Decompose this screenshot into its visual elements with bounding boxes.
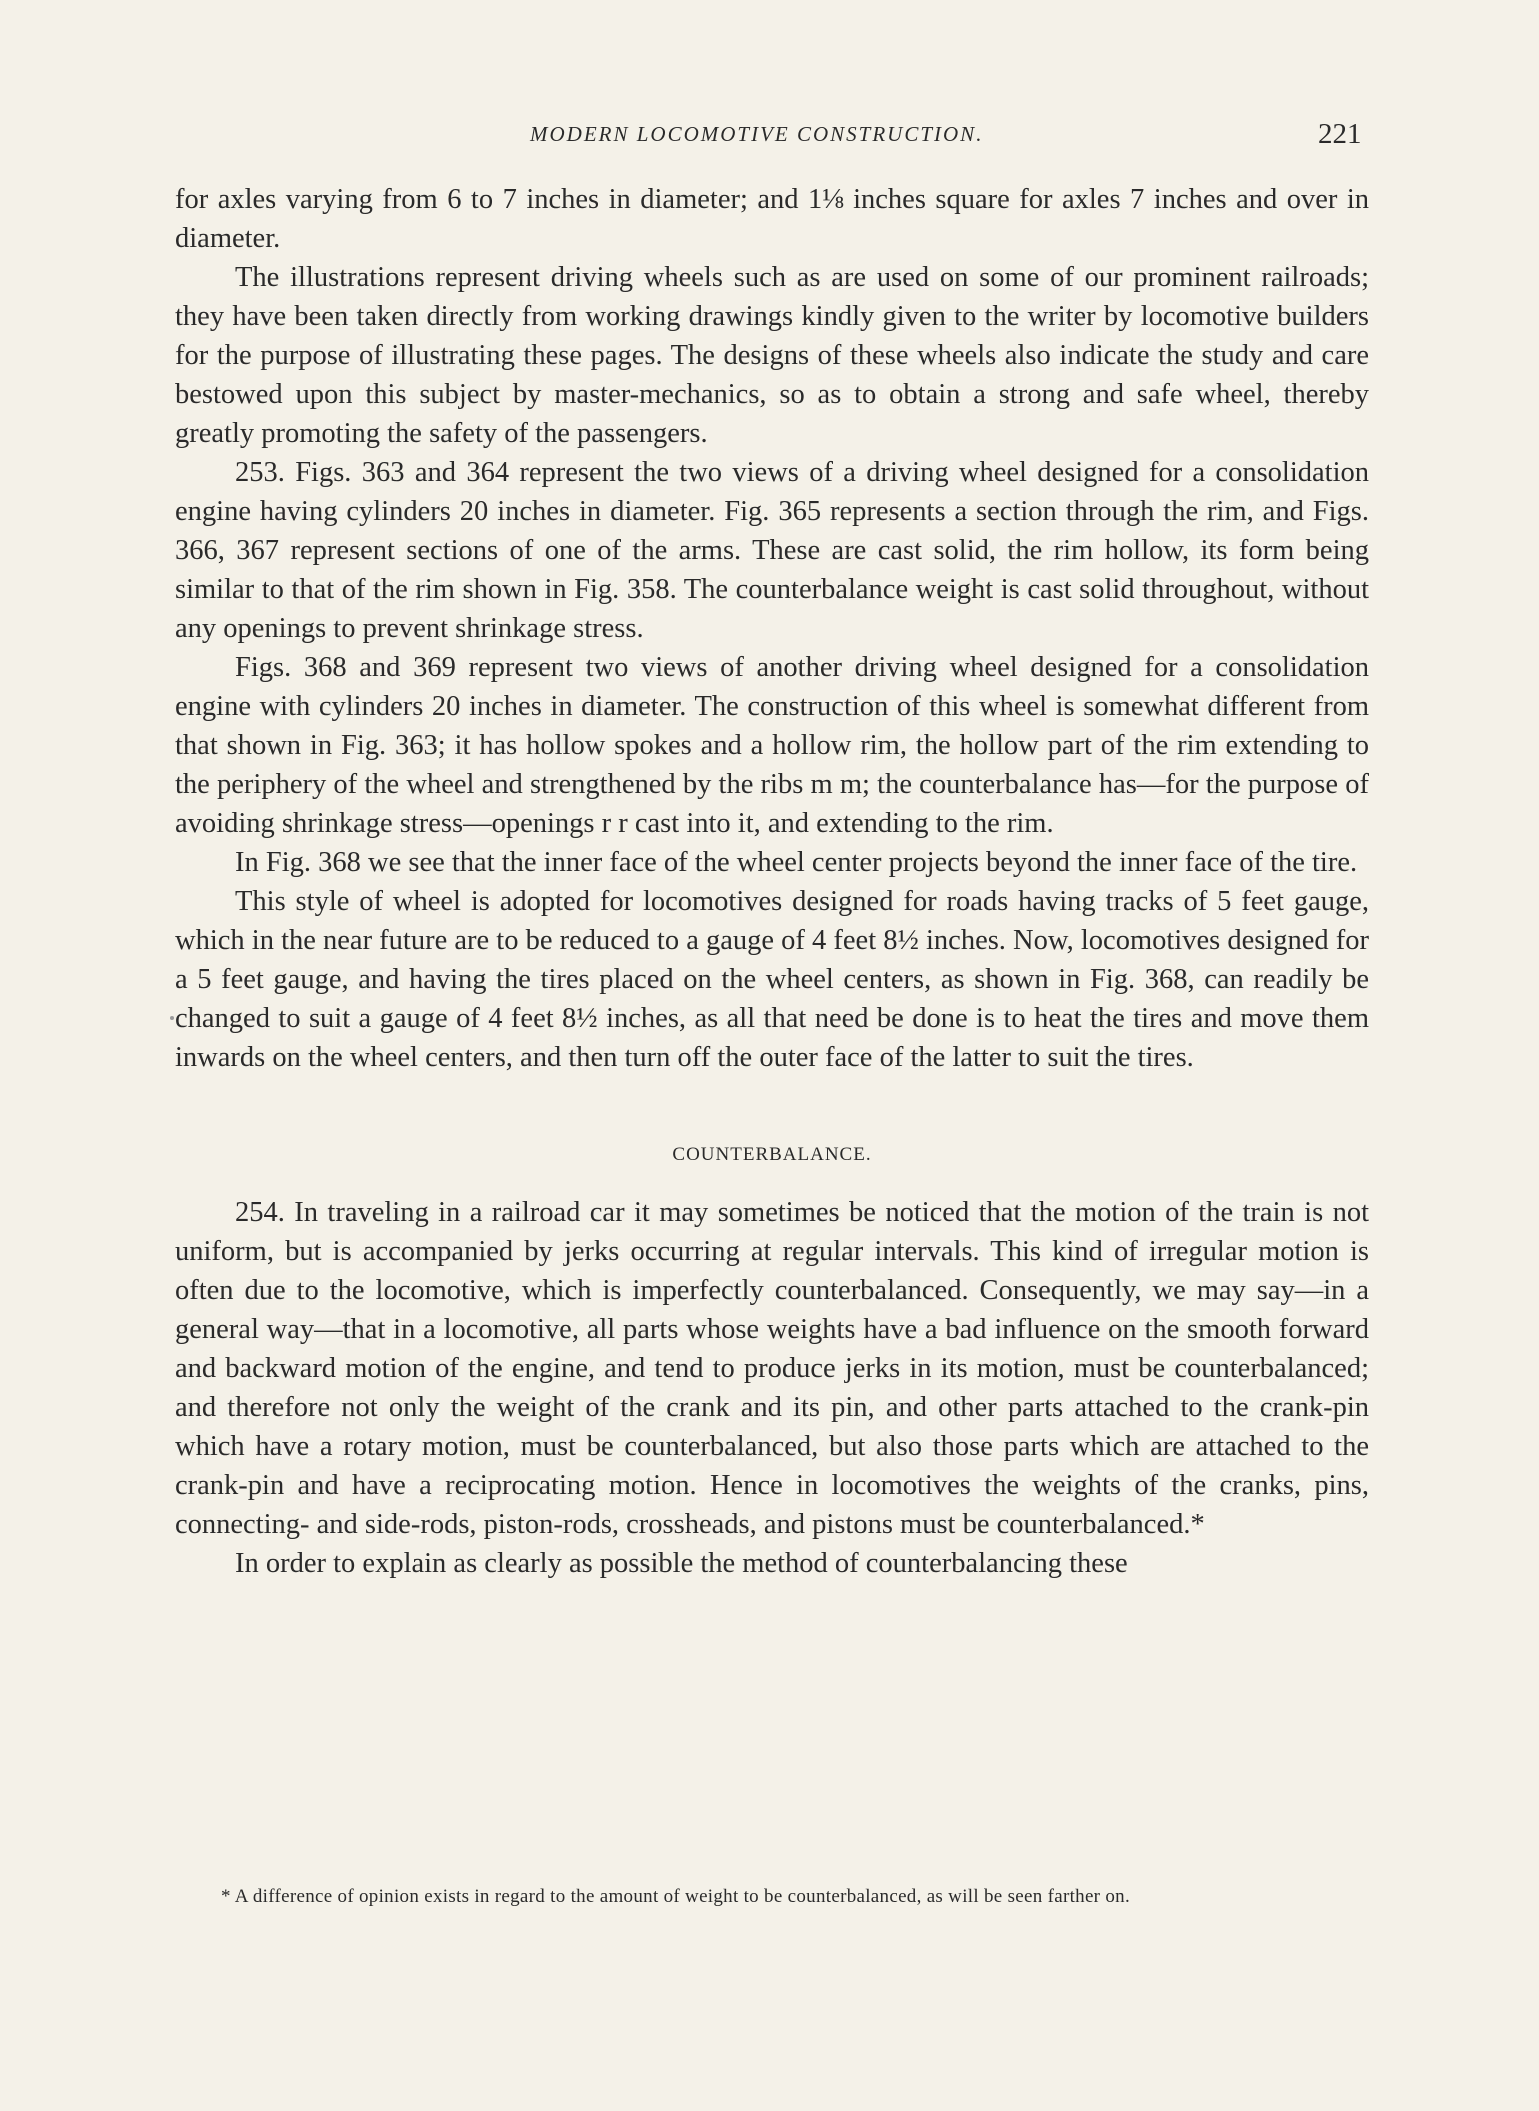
- page-number: 221: [1318, 118, 1362, 150]
- paragraph: Figs. 368 and 369 represent two views of another driving wheel designed for a consolidation engine with cylinders 20 inches in diameter. The construction of this wheel is somewhat different from that shown in Fig. 363; it has hollow spokes and a hollow rim, the hollow part of the rim extending to the periphery of the wheel and strengthened by the ribs m m; the counterbalance has—for the purpose of avoiding shrinkage stress—openings r r cast into it, and extending to the rim.: [175, 652, 1369, 839]
- body-text: [175, 180, 1369, 1583]
- paragraph: The illustrations represent driving wheels such as are used on some of our prominent railroads; they have been taken directly from working drawings kindly given to the writer by locomotive builders for the purpose of illustrating these pages. The designs of these wheels also indicate the study and care bestowed upon this subject by master-mechanics, so as to obtain a strong and safe wheel, thereby greatly promoting the safety of the passengers.: [175, 262, 1369, 449]
- paragraph: In Fig. 368 we see that the inner face of the wheel center projects beyond the inner face of the tire.: [235, 847, 1358, 878]
- ink-speck: [170, 1016, 174, 1020]
- paragraph: 254. In traveling in a railroad car it may sometimes be noticed that the motion of the train is not uniform, but is accompanied by jerks occurring at regular intervals. This kind of irregular motion is often due to the locomotive, which is imperfectly counterbalanced. Consequently, we may say—in a general way—that in a locomotive, all parts whose weights have a bad influence on the smooth forward and backward motion of the engine, and tend to produce jerks in its motion, must be counterbalanced; and therefore not only the weight of the crank and its pin, and other parts attached to the crank-pin which have a rotary motion, must be counterbalanced, but also those parts which are attached to the crank-pin and have a reciprocating motion. Hence in locomotives the weights of the cranks, pins, connecting- and side-rods, piston-rods, crossheads, and pistons must be counterbalanced.*: [175, 1197, 1369, 1540]
- paragraph: for axles varying from 6 to 7 inches in diameter; and 1⅛ inches square for axles 7 inches and over in diameter.: [175, 184, 1369, 254]
- running-title: MODERN LOCOMOTIVE CONSTRUCTION.: [530, 122, 984, 146]
- paragraph: 253. Figs. 363 and 364 represent the two views of a driving wheel designed for a consolidation engine having cylinders 20 inches in diameter. Fig. 365 represents a section through the rim, and Figs. 366, 367 represent sections of one of the arms. These are cast solid, the rim hollow, its form being similar to that of the rim shown in Fig. 358. The counterbalance weight is cast solid throughout, without any openings to prevent shrinkage stress.: [175, 457, 1369, 644]
- page-header: [0, 118, 1539, 158]
- footnote: * A difference of opinion exists in regard to the amount of weight to be counterbalanced, as will be seen farther on.: [221, 1886, 1131, 1907]
- paragraph: In order to explain as clearly as possible the method of counterbalancing these: [235, 1548, 1128, 1579]
- section-heading: COUNTERBALANCE.: [672, 1144, 872, 1165]
- paragraph: This style of wheel is adopted for locomotives designed for roads having tracks of 5 feet gauge, which in the near future are to be reduced to a gauge of 4 feet 8½ inches. Now, locomotives designed for a 5 feet gauge, and having the tires placed on the wheel centers, as shown in Fig. 368, can readily be changed to suit a gauge of 4 feet 8½ inches, as all that need be done is to heat the tires and move them inwards on the wheel centers, and then turn off the outer face of the latter to suit the tires.: [175, 886, 1369, 1073]
